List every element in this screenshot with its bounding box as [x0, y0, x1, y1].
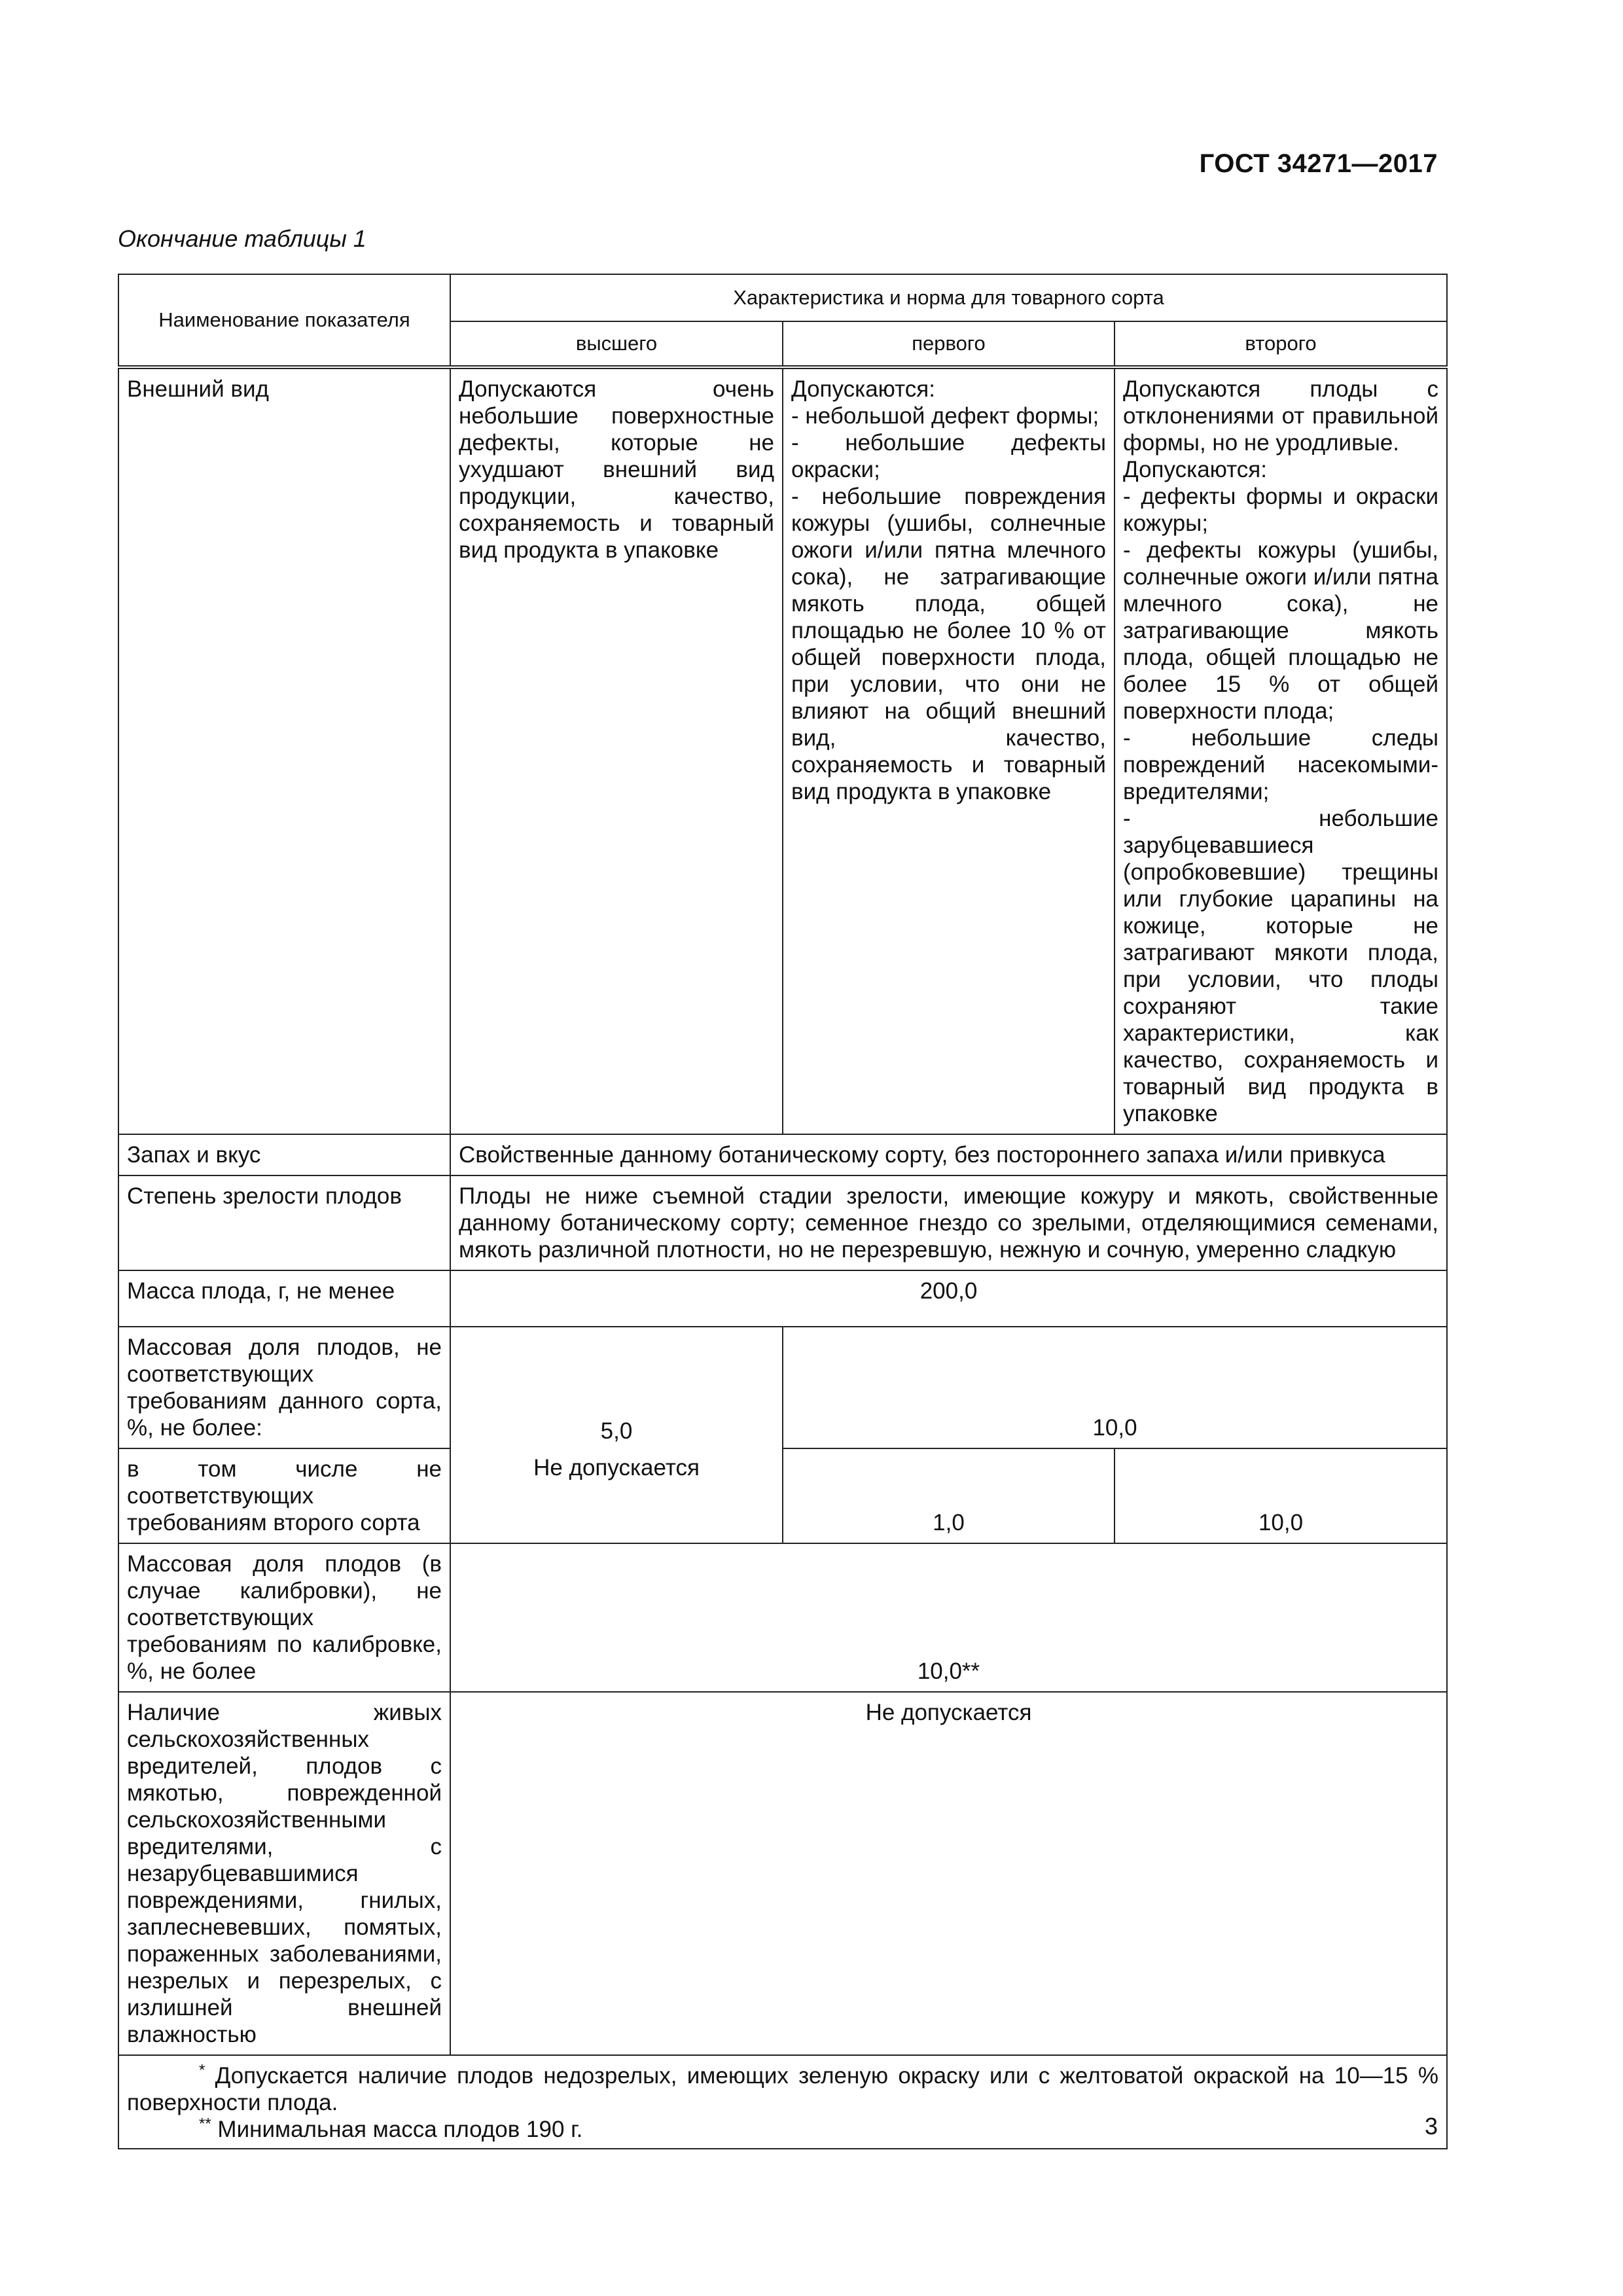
calibration-value: 10,0** — [450, 1543, 1447, 1692]
nonconforming-second-first-grade: 1,0 — [783, 1448, 1115, 1543]
footnote-two — [127, 2116, 1438, 2143]
header-grade-second: второго — [1115, 321, 1447, 367]
nonconforming-first-second-grade: 10,0 — [783, 1327, 1447, 1448]
smell-taste-label: Запах и вкус — [118, 1134, 450, 1175]
appearance-label: Внешний вид — [118, 367, 450, 1134]
nonconforming-top-grade — [450, 1327, 783, 1543]
nonconforming-second-label: в том числе не соответствующих требованиям второго сорта — [118, 1448, 450, 1543]
page-number: 3 — [1424, 2113, 1438, 2140]
row-fruit-mass — [118, 1270, 1447, 1327]
table-continuation-caption: Окончание таблицы 1 — [118, 225, 366, 252]
smell-taste-value: Свойственные данному ботаническому сорту, без постороннего запаха и/или привкуса — [450, 1134, 1447, 1175]
table-header-row-1 — [118, 274, 1447, 321]
footnote-one-text: Допускается наличие плодов недозрелых, имеющих зеленую окраску или с желтоватой окраской на 10—15 % поверхности плода. — [127, 2063, 1438, 2115]
nonconforming-second-top-value: Не допускается — [533, 1455, 700, 1480]
document-number: ГОСТ 34271—2017 — [1199, 149, 1438, 178]
pests-label: Наличие живых сельскохозяйственных вредителей, плодов с мякотью, поврежденной сельскохозяйственными вредителями, с незарубцевавшимися повреждениями, гнилых, заплесневевших, помятых, пораженных заболеваниями, незрелых и перезрелых, с излишней внешней влажностью — [118, 1692, 450, 2055]
header-grade-top: высшего — [450, 321, 783, 367]
pests-value: Не допускается — [450, 1692, 1447, 2055]
header-indicator: Наименование показателя — [118, 274, 450, 367]
appearance-first-grade: Допускаются: - небольшой дефект формы; - небольшие дефекты окраски; - небольшие повреждения кожуры (ушибы, солнечные ожоги и/или пятна млечного сока), не затрагивающие мякоть плода, общей площадью не более 10 % от общей поверхности плода, при условии, что они не влияют на общий внешний вид, качество, сохраняемость и товарный вид продукта в упаковке — [783, 367, 1115, 1134]
nonconforming-second-second-grade: 10,0 — [1115, 1448, 1447, 1543]
row-pests — [118, 1692, 1447, 2055]
ripeness-label: Степень зрелости плодов — [118, 1175, 450, 1270]
row-ripeness — [118, 1175, 1447, 1270]
header-grade-group: Характеристика и норма для товарного сорта — [450, 274, 1447, 321]
table-footnotes — [118, 2055, 1447, 2149]
nonconforming-top-value: 5,0 — [600, 1418, 633, 1444]
fruit-mass-value: 200,0 — [450, 1270, 1447, 1327]
appearance-second-grade: Допускаются плоды с отклонениями от правильной формы, но не уродливые. Допускаются: - дефекты формы и окраски кожуры; - дефекты кожуры (ушибы, солнечные ожоги и/или пятна млечного сока), не затрагивающие мякоть плода, общей площадью не более 15 % от общей поверхности плода; - небольшие следы повреждений насекомыми-вредителями; - небольшие зарубцевавшиеся (опробковевшие) трещины или глубокие царапины на кожице, которые не затрагивают мякоти плода, при условии, что плоды сохраняют такие характеристики, как качество, сохраняемость и товарный вид продукта в упаковке — [1115, 367, 1447, 1134]
footnote-two-mark: ** — [199, 2115, 211, 2133]
footnote-one — [127, 2062, 1438, 2116]
ripeness-value: Плоды не ниже съемной стадии зрелости, имеющие кожуру и мякоть, свойственные данному ботаническому сорту; семенное гнездо со зрелыми, отделяющимися семенами, мякоть различной плотности, но не перезревшую, нежную и сочную, умеренно сладкую — [450, 1175, 1447, 1270]
footnote-one-mark: * — [199, 2061, 205, 2079]
row-nonconforming-second — [118, 1448, 1447, 1543]
row-calibration — [118, 1543, 1447, 1692]
row-footnotes — [118, 2055, 1447, 2149]
row-smell-taste — [118, 1134, 1447, 1175]
fruit-mass-label: Масса плода, г, не менее — [118, 1270, 450, 1327]
footnote-two-text: Минимальная масса плодов 190 г. — [217, 2117, 583, 2142]
nonconforming-label: Массовая доля плодов, не соответствующих требованиям данного сорта, %, не более: — [118, 1327, 450, 1448]
row-appearance — [118, 367, 1447, 1134]
header-grade-first: первого — [783, 321, 1115, 367]
appearance-top-grade: Допускаются очень небольшие поверхностные дефекты, которые не ухудшают внешний вид продукции, качество, сохраняемость и товарный вид продукта в упаковке — [450, 367, 783, 1134]
row-nonconforming — [118, 1327, 1447, 1448]
calibration-label: Массовая доля плодов (в случае калибровки), не соответствующих требованиям по калибровке, %, не более — [118, 1543, 450, 1692]
grade-specification-table — [118, 274, 1448, 2149]
